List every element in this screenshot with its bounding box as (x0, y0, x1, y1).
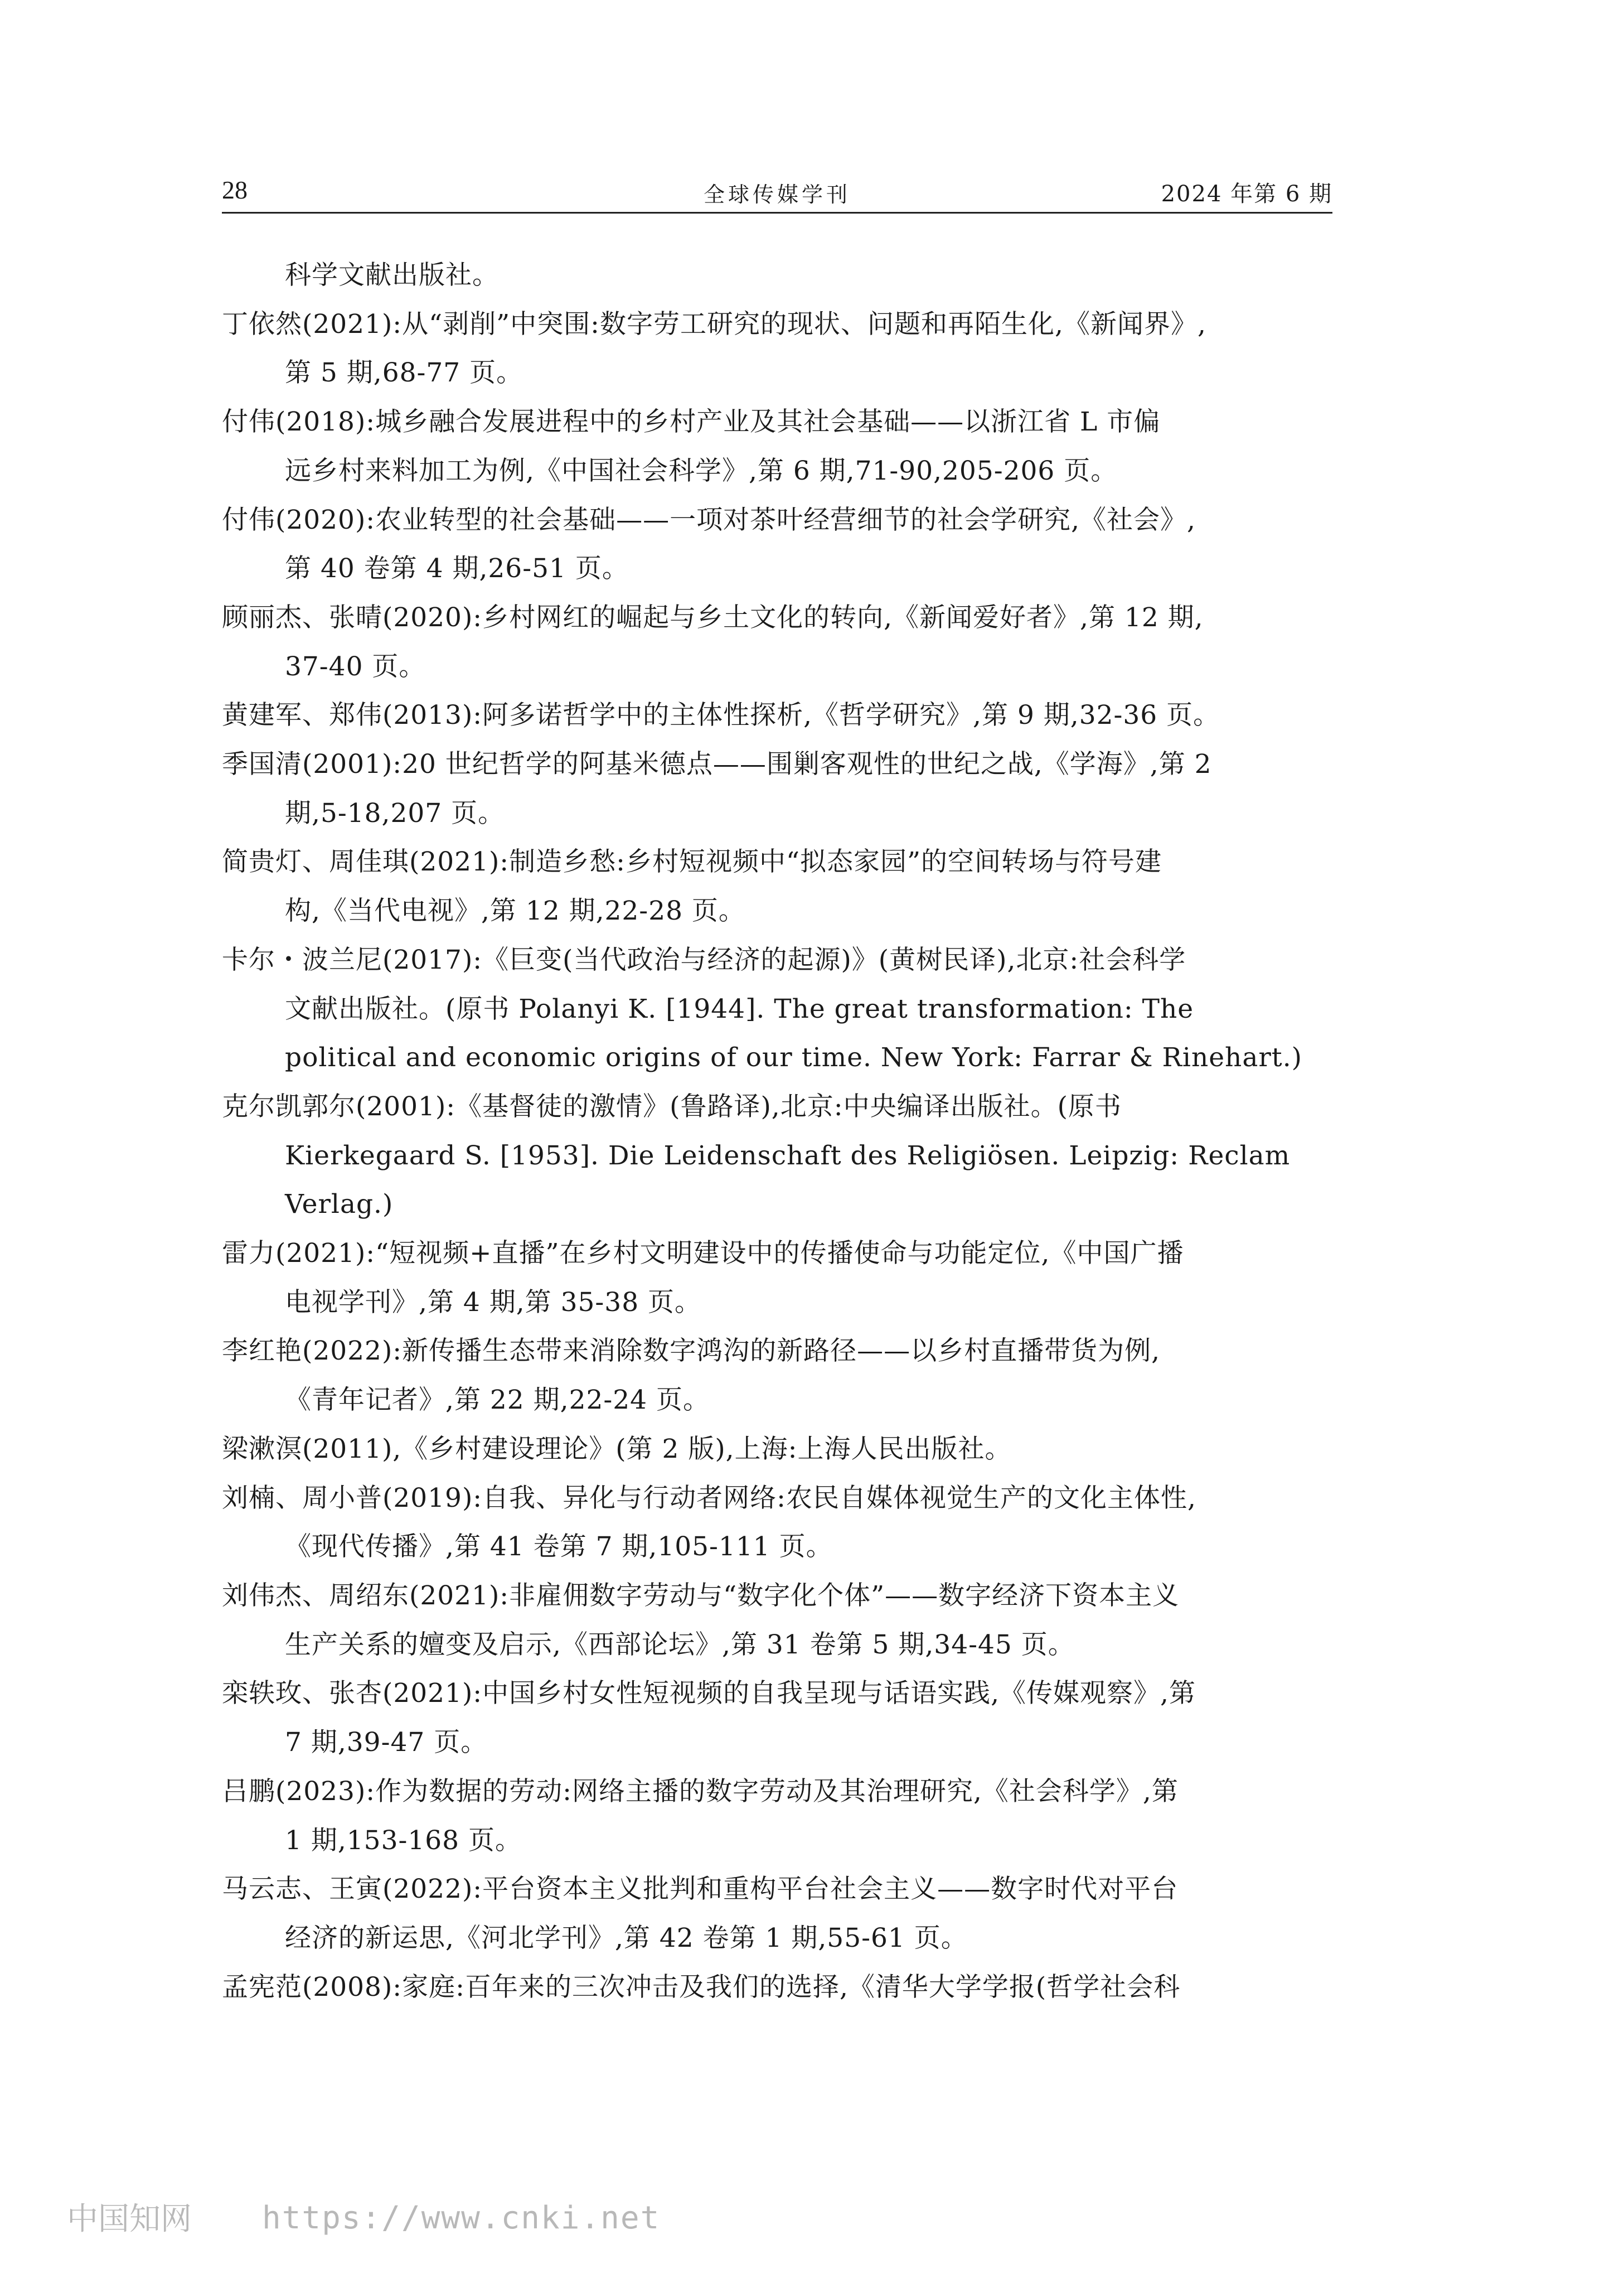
reference-entry: 克尔凯郭尔(2001):《基督徒的激情》(鲁路译),北京:中央编译出版社。(原书 Kierkegaard S. [1953]. Die Leidenschaft des Religiösen. Leipzig: Reclam Verlag.) (222, 1091, 1291, 1220)
reference-entry: 马云志、王寅(2022):平台资本主义批判和重构平台社会主义——数字时代对平台 经济的新运思,《河北学刊》,第 42 卷第 1 期,55-61 页。 (222, 1874, 1179, 1953)
reference-entry: 丁依然(2021):从“剥削”中突围:数字劳工研究的现状、问题和再陌生化,《新闻界》, 第 5 期,68-77 页。 (222, 308, 1206, 389)
reference-entry: 卡尔・波兰尼(2017):《巨变(当代政治与经济的起源)》(黄树民译),北京:社会科学 文献出版社。(原书 Polanyi K. [1944]. The great transformation: The political and economic origins of our time. New York: Farrar & Rinehart.) (222, 944, 1302, 1073)
reference-entry: 季国清(2001):20 世纪哲学的阿基米德点——围剿客观性的世纪之战,《学海》,第 2 期,5-18,207 页。 (222, 749, 1212, 829)
reference-entry: 付伟(2018):城乡融合发展进程中的乡村产业及其社会基础——以浙江省 L 市偏 远乡村来料加工为例,《中国社会科学》,第 6 期,71-90,205-206 页。 (222, 407, 1161, 486)
journal-title: 全球传媒学刊 (703, 182, 851, 207)
reference-entry: 刘伟杰、周绍东(2021):非雇佣数字劳动与“数字化个体”——数字经济下资本主义 生产关系的嬗变及启示,《西部论坛》,第 31 卷第 5 期,34-45 页。 (222, 1580, 1180, 1660)
reference-entry: 顾丽杰、张晴(2020):乡村网红的崛起与乡土文化的转向,《新闻爱好者》,第 12 期, 37-40 页。 (222, 602, 1204, 682)
reference-entry: 梁漱溟(2011),《乡村建设理论》(第 2 版),上海:上海人民出版社。 (222, 1433, 1012, 1464)
cnki-url: https://www.cnki.net (262, 2200, 661, 2236)
page-number: 28 (222, 176, 248, 204)
reference-entry: 简贵灯、周佳琪(2021):制造乡愁:乡村短视频中“拟态家园”的空间转场与符号建 构,《当代电视》,第 12 期,22-28 页。 (222, 847, 1162, 927)
reference-list (222, 251, 1332, 2011)
reference-entry: 孟宪范(2008):家庭:百年来的三次冲击及我们的选择,《清华大学学报(哲学社会科 (222, 1971, 1181, 2003)
cnki-logo: 中国知网 (67, 2201, 192, 2237)
reference-entry: 刘楠、周小普(2019):自我、异化与行动者网络:农民自媒体视觉生产的文化主体性, 《现代传播》,第 41 卷第 7 期,105-111 页。 (222, 1482, 1196, 1563)
running-header (222, 172, 1332, 214)
reference-entry: 科学文献出版社。 (285, 260, 499, 291)
reference-entry: 雷力(2021):“短视频+直播”在乡村文明建设中的传播使命与功能定位,《中国广播 电视学刊》,第 4 期,第 35-38 页。 (222, 1238, 1184, 1318)
reference-entry: 栾轶玫、张杏(2021):中国乡村女性短视频的自我呈现与话语实践,《传媒观察》,第 7 期,39-47 页。 (222, 1678, 1196, 1758)
reference-entry: 黄建军、郑伟(2013):阿多诺哲学中的主体性探析,《哲学研究》,第 9 期,32-36 页。 (222, 700, 1220, 731)
issue-label: 2024 年第 6 期 (1161, 181, 1332, 207)
reference-entry: 吕鹏(2023):作为数据的劳动:网络主播的数字劳动及其治理研究,《社会科学》,第 1 期,153-168 页。 (222, 1776, 1179, 1856)
reference-entry: 李红艳(2022):新传播生态带来消除数字鸿沟的新路径——以乡村直播带货为例, 《青年记者》,第 22 期,22-24 页。 (222, 1336, 1161, 1416)
reference-entry: 付伟(2020):农业转型的社会基础——一项对茶叶经营细节的社会学研究,《社会》, 第 40 卷第 4 期,26-51 页。 (222, 504, 1196, 584)
